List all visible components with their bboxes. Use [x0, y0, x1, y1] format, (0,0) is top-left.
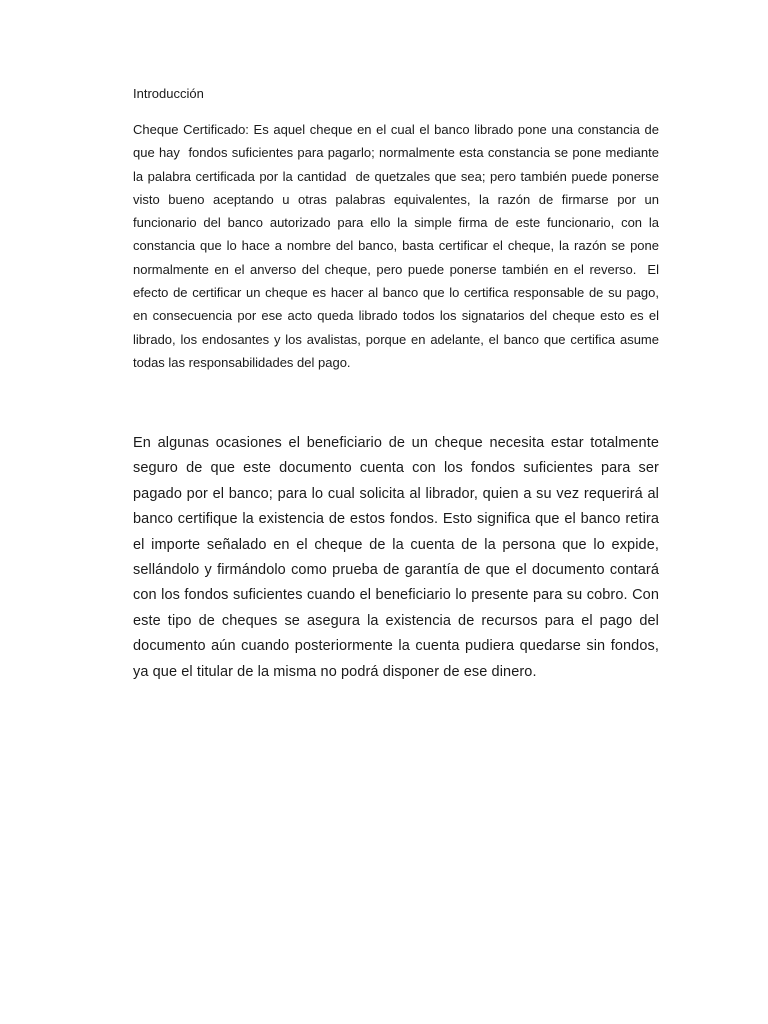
document-title: Introducción: [133, 86, 204, 101]
paragraph-beneficiario: En algunas ocasiones el beneficiario de un cheque necesita estar totalmente seguro de que este documento cuenta con los fondos suficientes para ser pagado por el banco; para lo cual solicita al librador, quien a su vez requerirá al banco certifique la existencia de estos fondos. Esto significa que el banco retira el importe señalado en el cheque de la cuenta de la persona que lo expide, sellándolo y firmándolo como prueba de garantía de que el documento contará con los fondos suficientes cuando el beneficiario lo presente para su cobro. Con este tipo de cheques se asegura la existencia de recursos para el pago del documento aún cuando posteriormente la cuenta pudiera quedarse sin fondos, ya que el titular de la misma no podrá disponer de ese dinero.: [133, 435, 659, 680]
paragraph-cheque-certificado: Cheque Certificado: Es aquel cheque en el cual el banco librado pone una constancia de que hay fondos suficientes para pagarlo; normalmente esta constancia se pone mediante la palabra certificada por la cantidad de quetzales que sea; pero también puede ponerse visto bueno aceptando u otras palabras equivalentes, la razón de firmarse por un funcionario del banco autorizado para ello la simple firma de este funcionario, con la constancia que lo hace a nombre del banco, basta certificar el cheque, la razón se pone normalmente en el anverso del cheque, pero puede ponerse también en el reverso. El efecto de certificar un cheque es hacer al banco que lo certifica responsable de su pago, en consecuencia por ese acto queda librado todos los signatarios del cheque esto es el librado, los endosantes y los avalistas, porque en adelante, el banco que certifica asume todas las responsabilidades del pago.: [133, 122, 663, 370]
